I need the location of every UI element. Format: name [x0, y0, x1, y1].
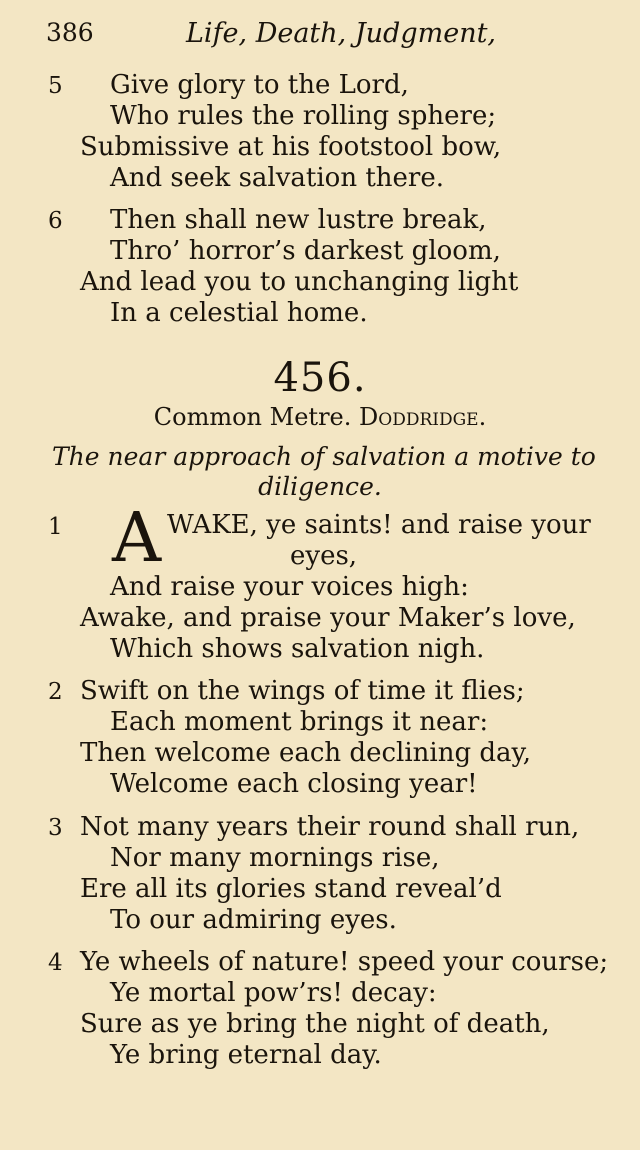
verse-line: To our admiring eyes.: [110, 905, 397, 935]
author: Doddridge.: [359, 403, 487, 431]
verse-line: Then welcome each declining day,: [80, 738, 532, 768]
verse-line: Swift on the wings of time it flies;: [80, 676, 525, 706]
verse-line: Then shall new lustre break,: [110, 205, 487, 235]
verse-line: Ye wheels of nature! speed your course;: [80, 947, 609, 977]
page-number: 386: [46, 18, 94, 47]
verse-line: Awake, and praise your Maker’s love,: [80, 603, 576, 633]
hymn-subtitle-cont: diligence.: [258, 472, 382, 501]
verse-line: Who rules the rolling sphere;: [110, 101, 497, 131]
verse-line: And seek salvation there.: [110, 163, 445, 193]
verse-line: Sure as ye bring the night of death,: [80, 1009, 550, 1039]
verse-line: Submissive at his footstool bow,: [80, 132, 502, 162]
verse-line: WAKE, ye saints! and raise your: [167, 510, 591, 540]
drop-cap: A: [112, 499, 162, 578]
verse-line: And raise your voices high:: [110, 572, 469, 602]
verse-line: Not many years their round shall run,: [80, 812, 580, 842]
stanza-number: 5: [48, 73, 63, 99]
verse-line: And lead you to unchanging light: [80, 267, 519, 297]
verse-line: Each moment brings it near:: [110, 707, 489, 737]
verse-line: Nor many mornings rise,: [110, 843, 440, 873]
stanza-number: 4: [48, 950, 63, 976]
hymn-subtitle: The near approach of salvation a motive to: [52, 442, 596, 471]
meter-line: [0, 403, 640, 431]
running-title: Life, Death, Judgment,: [186, 18, 497, 49]
verse-line: Ye bring eternal day.: [110, 1040, 382, 1070]
verse-line: Ere all its glories stand reveal’d: [80, 874, 502, 904]
stanza-number: 1: [48, 514, 63, 540]
stanza-number: 2: [48, 679, 63, 705]
stanza-number: 6: [48, 208, 63, 234]
running-head: [46, 18, 620, 54]
verse-line: Give glory to the Lord,: [110, 70, 409, 100]
verse-line: Which shows salvation nigh.: [110, 634, 485, 664]
verse-line: Welcome each closing year!: [110, 769, 478, 799]
verse-line-cont: eyes,: [290, 541, 358, 571]
verse-line: Ye mortal pow’rs! decay:: [110, 978, 437, 1008]
verse-line: Thro’ horror’s darkest gloom,: [110, 236, 501, 266]
meter: Common Metre.: [153, 403, 352, 431]
verse-line: In a celestial home.: [110, 298, 368, 328]
stanza-number: 3: [48, 815, 63, 841]
hymn-number: 456.: [273, 355, 367, 401]
